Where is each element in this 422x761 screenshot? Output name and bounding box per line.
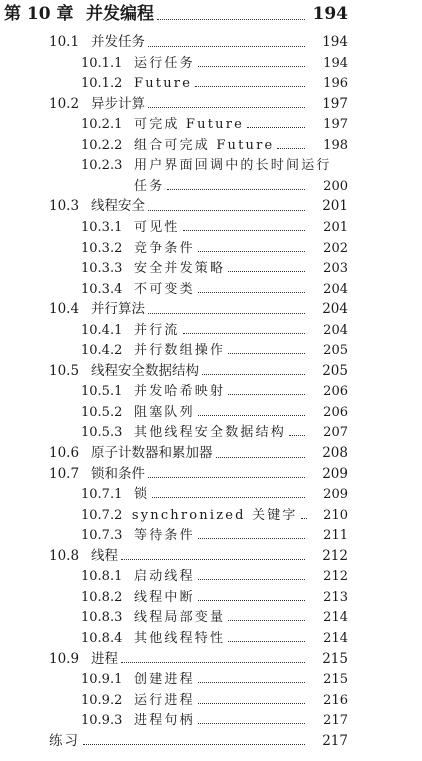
- chapter-heading: [0, 6, 422, 23]
- entry-page: 213: [323, 589, 348, 605]
- entry-title: 用户界面回调中的长时间运行: [134, 158, 332, 174]
- dot-leader: [216, 457, 306, 458]
- toc-section: [0, 95, 422, 112]
- entry-title: 并发任务: [91, 34, 145, 50]
- entry-title: 任务: [134, 178, 165, 194]
- entry-number: 10.8.3: [81, 610, 123, 626]
- entry-page: 197: [323, 117, 348, 133]
- toc-section: [0, 547, 422, 564]
- entry-number: 10.2.1: [81, 117, 123, 133]
- entry-title: 阻塞队列: [134, 404, 195, 420]
- entry-title: 并行数组操作: [134, 343, 226, 359]
- entry-page: 216: [323, 692, 348, 708]
- dot-leader: [277, 148, 305, 149]
- toc-subsection: [0, 118, 422, 131]
- entry-number: 10.3.1: [81, 219, 123, 235]
- entry-title: Future: [134, 76, 193, 92]
- dot-leader: [228, 394, 305, 395]
- entry-number: 10.9.3: [81, 713, 123, 729]
- toc-subsection: [0, 509, 422, 522]
- dot-leader: [198, 682, 305, 683]
- entry-number: 10.8.2: [81, 589, 123, 605]
- dot-leader: [198, 579, 305, 580]
- entry-title: 等待条件: [134, 528, 195, 544]
- entry-page: 204: [322, 301, 348, 318]
- entry-number: 10.1.1: [81, 55, 123, 71]
- toc-section: [0, 650, 422, 667]
- entry-page: 202: [323, 240, 348, 256]
- entry-number: 10.7.1: [81, 487, 123, 503]
- entry-number: 10.1: [49, 34, 80, 50]
- entry-title: 启动线程: [134, 569, 195, 585]
- dot-leader: [301, 518, 307, 519]
- entry-title: 异步计算: [91, 95, 145, 112]
- dot-leader: [198, 251, 305, 252]
- toc-subsection: [0, 139, 422, 152]
- entry-page: 200: [323, 178, 348, 194]
- entry-page: 214: [323, 610, 348, 626]
- entry-page: 206: [323, 404, 348, 420]
- entry-number: 10.8: [49, 547, 80, 564]
- toc-section: [0, 465, 422, 482]
- entry-number: 10.5: [49, 362, 80, 379]
- dot-leader: [228, 353, 305, 354]
- entry-title: 安全并发策略: [134, 261, 226, 277]
- toc-subsection: [0, 180, 422, 193]
- entry-title: 运行任务: [134, 55, 195, 71]
- dot-leader: [202, 374, 305, 375]
- toc-section: [0, 303, 422, 317]
- toc-subsection: [0, 488, 422, 501]
- entry-title: 进程句柄: [134, 713, 195, 729]
- entry-number: 10.4.1: [81, 322, 123, 338]
- entry-page: 217: [322, 732, 348, 749]
- toc-subsection: [0, 159, 422, 172]
- dot-leader: [198, 723, 305, 724]
- entry-page: 207: [323, 425, 348, 441]
- dot-leader: [121, 559, 305, 560]
- entry-page: 209: [323, 487, 348, 503]
- toc-subsection: [0, 673, 422, 686]
- entry-page: 205: [322, 362, 348, 379]
- entry-page: 212: [323, 569, 348, 585]
- entry-title: 并行算法: [91, 301, 145, 318]
- entry-title: 线程局部变量: [134, 610, 226, 626]
- dot-leader: [198, 600, 305, 601]
- entry-number: 10.3.4: [81, 281, 123, 297]
- entry-number: 10.4: [49, 301, 80, 318]
- toc-subsection: [0, 77, 422, 90]
- chapter-number: 第 10 章: [4, 4, 74, 24]
- entry-number: 10.4.2: [81, 343, 123, 359]
- entry-page: 209: [322, 465, 348, 482]
- dot-leader: [198, 292, 305, 293]
- toc-subsection: [0, 324, 422, 337]
- dot-leader: [198, 66, 305, 67]
- entry-title: 可见性: [134, 219, 180, 235]
- entry-number: 10.3: [49, 198, 80, 215]
- entry-title: 其他线程特性: [134, 630, 226, 646]
- entry-title: 练习: [49, 732, 80, 749]
- entry-number: 10.7: [49, 465, 80, 482]
- entry-title: 并发哈希映射: [134, 384, 226, 400]
- entry-title: 不可变类: [134, 281, 195, 297]
- entry-page: 217: [323, 713, 348, 729]
- dot-leader: [121, 662, 305, 663]
- entry-page: 205: [323, 343, 348, 359]
- entry-title: 可完成 Future: [134, 117, 245, 133]
- toc-subsection: [0, 714, 422, 727]
- entry-page: 210: [323, 507, 348, 523]
- entry-title: 竞争条件: [134, 240, 195, 256]
- toc-subsection: [0, 591, 422, 604]
- entry-number: 10.1.2: [81, 76, 123, 92]
- entry-page: 204: [323, 281, 348, 297]
- entry-page: 203: [323, 261, 348, 277]
- entry-page: 198: [323, 137, 348, 153]
- toc-subsection: [0, 283, 422, 296]
- entry-number: 10.5.1: [81, 384, 123, 400]
- entry-page: 204: [323, 322, 348, 338]
- toc-subsection: [0, 570, 422, 583]
- entry-number: 10.8.4: [81, 630, 123, 646]
- entry-title: 锁: [134, 487, 150, 503]
- toc-subsection: [0, 344, 422, 357]
- entry-number: 10.7.2: [81, 507, 123, 523]
- toc-subsection: [0, 694, 422, 707]
- entry-number: 10.9.2: [81, 692, 123, 708]
- chapter-page: 194: [312, 4, 348, 24]
- dot-leader: [198, 703, 305, 704]
- entry-title: 运行进程: [134, 692, 195, 708]
- entry-title: 锁和条件: [91, 465, 145, 482]
- toc-subsection: [0, 406, 422, 419]
- toc-section: [0, 36, 422, 50]
- entry-number: 10.9: [49, 650, 80, 667]
- toc-subsection: [0, 632, 422, 645]
- entry-title: 并行流: [134, 322, 180, 338]
- toc-subsection: [0, 262, 422, 275]
- entry-page: 196: [323, 76, 348, 92]
- dot-leader: [228, 641, 305, 642]
- entry-page: 208: [322, 445, 348, 461]
- dot-leader: [148, 107, 305, 108]
- toc-subsection: [0, 242, 422, 255]
- dot-leader: [148, 210, 305, 211]
- entry-title: synchronized 关键字: [131, 507, 298, 523]
- dot-leader: [183, 230, 305, 231]
- toc-subsection: [0, 426, 422, 439]
- entry-number: 10.8.1: [81, 569, 123, 585]
- entry-page: 215: [323, 672, 348, 688]
- entry-title: 其他线程安全数据结构: [134, 425, 287, 441]
- toc-subsection: [0, 57, 422, 70]
- toc-exercises: [0, 732, 422, 749]
- entry-title: 线程中断: [134, 589, 195, 605]
- dot-leader: [228, 271, 305, 272]
- entry-title: 组合可完成 Future: [134, 137, 275, 153]
- dot-leader: [148, 313, 305, 314]
- toc-subsection: [0, 529, 422, 542]
- dot-leader: [148, 46, 305, 47]
- entry-number: 10.5.3: [81, 425, 123, 441]
- dot-leader: [195, 86, 305, 87]
- entry-number: 10.9.1: [81, 672, 123, 688]
- toc-section: [0, 362, 422, 379]
- entry-number: 10.3.3: [81, 261, 123, 277]
- entry-page: 201: [322, 198, 348, 215]
- entry-number: 10.5.2: [81, 404, 123, 420]
- entry-title: 进程: [91, 650, 118, 667]
- dot-leader: [148, 477, 305, 478]
- toc-section: [0, 447, 422, 461]
- entry-number: 10.2.3: [81, 158, 123, 174]
- toc-section: [0, 200, 422, 214]
- entry-title: 线程: [91, 547, 118, 564]
- entry-number: 10.6: [49, 445, 80, 461]
- toc-subsection: [0, 611, 422, 624]
- entry-page: 206: [323, 384, 348, 400]
- entry-page: 194: [322, 34, 348, 50]
- dot-leader: [198, 415, 305, 416]
- entry-number: 10.2.2: [81, 137, 123, 153]
- dot-leader: [247, 127, 305, 128]
- entry-number: 10.7.3: [81, 528, 123, 544]
- dot-leader: [198, 538, 305, 539]
- dot-leader: [83, 744, 305, 745]
- entry-page: 211: [323, 528, 348, 544]
- entry-title: 创建进程: [134, 672, 195, 688]
- toc-subsection: [0, 385, 422, 398]
- dot-leader: [183, 333, 305, 334]
- entry-page: 194: [323, 55, 348, 71]
- entry-page: 215: [322, 650, 348, 667]
- dot-leader: [157, 19, 305, 20]
- entry-number: 10.2: [49, 95, 80, 112]
- dot-leader: [167, 189, 305, 190]
- entry-title: 线程安全数据结构: [91, 362, 199, 379]
- entry-page: 201: [323, 219, 348, 235]
- entry-page: 212: [322, 547, 348, 564]
- entry-page: 197: [322, 95, 348, 112]
- dot-leader: [228, 620, 305, 621]
- entry-title: 原子计数器和累加器: [91, 445, 213, 461]
- toc-subsection: [0, 221, 422, 234]
- chapter-title: 并发编程: [86, 4, 154, 24]
- dot-leader: [289, 435, 305, 436]
- dot-leader: [152, 497, 305, 498]
- entry-number: 10.3.2: [81, 240, 123, 256]
- entry-title: 线程安全: [91, 198, 145, 215]
- entry-page: 214: [323, 630, 348, 646]
